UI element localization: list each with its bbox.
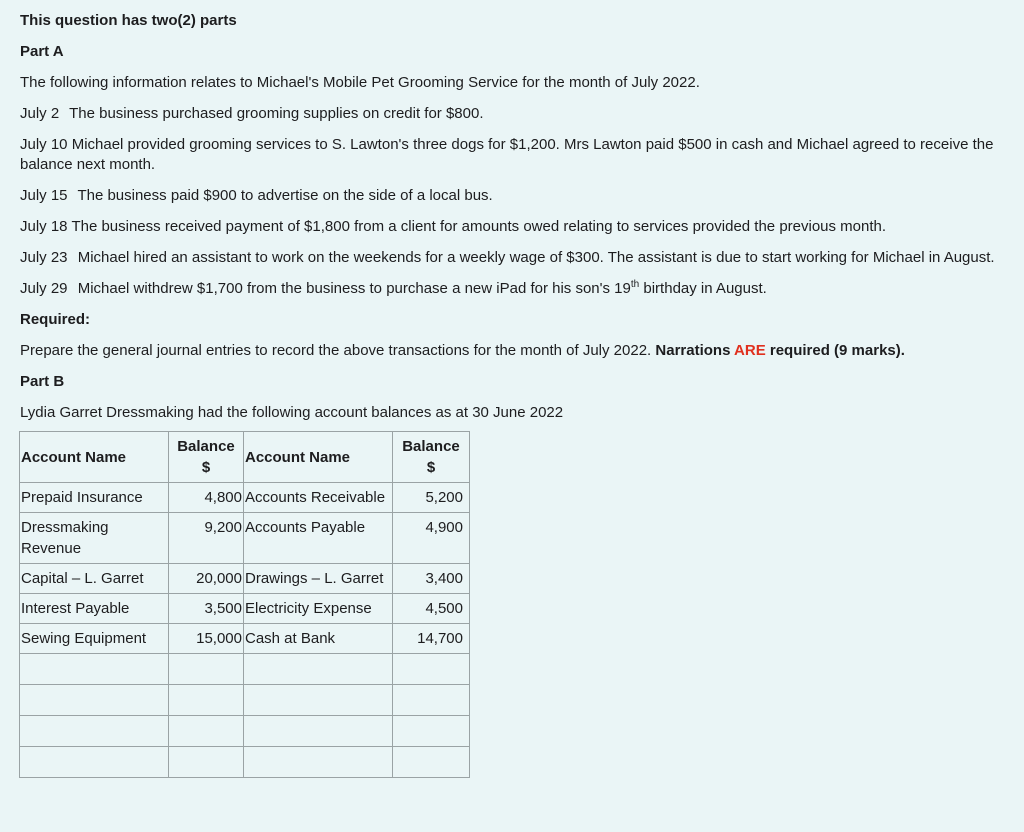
part-a-label: Part A: [20, 43, 64, 60]
account-name: Capital – L. Garret: [20, 564, 169, 594]
table-row-empty: [20, 685, 470, 716]
currency-label: $: [426, 459, 436, 476]
column-header-balance-2: [393, 432, 470, 483]
account-balance: 15,000: [169, 624, 244, 654]
table-row: [20, 483, 470, 513]
marks-label: required (9 marks).: [765, 342, 905, 359]
transaction-july-23: [20, 248, 1004, 268]
ordinal-suffix: th: [630, 279, 640, 290]
transaction-text: Michael provided grooming services to S. Lawton's three dogs for $1,200. Mrs Lawton paid $500 in cash and Michael agreed to receive the balance next month.: [20, 136, 994, 173]
account-name: Accounts Receivable: [244, 483, 393, 513]
account-balance: 4,500: [393, 594, 470, 624]
transaction-date: July 29: [20, 280, 68, 297]
transaction-date: July 18: [20, 218, 68, 235]
table-row: [20, 624, 470, 654]
transaction-july-29: [20, 279, 1004, 299]
table-row: [20, 513, 470, 564]
balance-label: Balance: [402, 438, 460, 455]
transaction-july-15: [20, 186, 1004, 206]
required-text: Prepare the general journal entries to record the above transactions for the month of July 2022.: [20, 342, 656, 359]
transaction-july-10: [20, 135, 1004, 175]
account-balance: 3,400: [393, 564, 470, 594]
part-b-label: Part B: [20, 373, 65, 390]
account-balance: 3,500: [169, 594, 244, 624]
account-balance: 20,000: [169, 564, 244, 594]
account-balance: 4,800: [169, 483, 244, 513]
transaction-text-end: birthday in August.: [639, 280, 767, 297]
transaction-text: The business paid $900 to advertise on the side of a local bus.: [77, 187, 493, 204]
account-balance: 5,200: [393, 483, 470, 513]
emphasis-are: ARE: [734, 342, 766, 359]
account-name: Prepaid Insurance: [20, 483, 169, 513]
transaction-text: Michael withdrew $1,700 from the business to purchase a new iPad for his son's 19: [77, 280, 631, 297]
currency-label: $: [201, 459, 211, 476]
account-name: Electricity Expense: [244, 594, 393, 624]
part-b-intro: Lydia Garret Dressmaking had the following account balances as at 30 June 2022: [20, 404, 564, 421]
account-balance: 14,700: [393, 624, 470, 654]
account-name: Cash at Bank: [244, 624, 393, 654]
table-row: [20, 564, 470, 594]
table-row-empty: [20, 716, 470, 747]
transaction-july-18: [20, 217, 1004, 237]
account-name: Accounts Payable: [244, 513, 393, 564]
account-balances-table: [19, 431, 470, 778]
balance-label: Balance: [177, 438, 235, 455]
account-name: Drawings – L. Garret: [244, 564, 393, 594]
account-name: Sewing Equipment: [20, 624, 169, 654]
column-header-balance: [169, 432, 244, 483]
required-label: Required:: [20, 311, 91, 328]
account-name: Interest Payable: [20, 594, 169, 624]
transaction-text: Michael hired an assistant to work on the weekends for a weekly wage of $300. The assistant is due to start working for Michael in August.: [77, 249, 995, 266]
transaction-july-2: [20, 104, 1004, 124]
table-row-empty: [20, 747, 470, 778]
required-instructions: [20, 341, 1004, 361]
question-heading: This question has two(2) parts: [20, 12, 237, 29]
column-header-account-name-2: Account Name: [244, 432, 393, 483]
transaction-text: The business received payment of $1,800 from a client for amounts owed relating to services provided the previous month.: [71, 218, 887, 235]
account-name: Dressmaking Revenue: [20, 513, 169, 564]
narrations-label: Narrations: [655, 342, 735, 359]
transaction-date: July 23: [20, 249, 68, 266]
table-row-empty: [20, 654, 470, 685]
table-header-row: [20, 432, 470, 483]
transaction-date: July 10: [20, 136, 68, 153]
account-balance: 9,200: [169, 513, 244, 564]
account-balance: 4,900: [393, 513, 470, 564]
transaction-date: July 15: [20, 187, 68, 204]
part-a-intro: The following information relates to Michael's Mobile Pet Grooming Service for the month of July 2022.: [20, 74, 700, 91]
transaction-date: July 2: [20, 105, 60, 122]
transaction-text: The business purchased grooming supplies on credit for $800.: [69, 105, 484, 122]
table-row: [20, 594, 470, 624]
column-header-account-name: Account Name: [20, 432, 169, 483]
